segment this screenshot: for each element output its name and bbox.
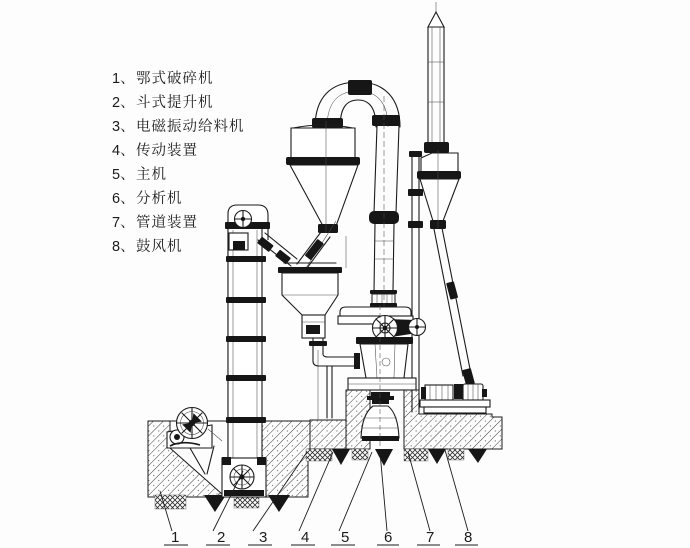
callout-number-3: 3 — [259, 529, 268, 546]
callout-number-6: 6 — [384, 529, 393, 546]
elevator-boot — [222, 457, 266, 497]
legend-item-5: 5、主机 — [112, 167, 167, 183]
legend-item-7: 7、管道装置 — [112, 215, 198, 231]
cyclone-discharge-pipe — [434, 228, 475, 386]
legend-item-8: 8、鼓风机 — [112, 239, 183, 255]
callout-5 — [331, 452, 372, 546]
exhaust-stack — [424, 2, 449, 153]
callout-number-1: 1 — [171, 529, 180, 546]
legend-item-1: 1、鄂式破碎机 — [112, 71, 214, 87]
legend-item-6: 6、分析机 — [112, 191, 183, 207]
legend-item-2: 2、斗式提升机 — [112, 95, 214, 111]
callout-8 — [445, 450, 478, 546]
mill-riser-pipe — [369, 96, 399, 307]
elevator-head-wheel — [235, 211, 252, 228]
u-shaped-duct — [312, 80, 400, 128]
callout-number-5: 5 — [341, 529, 350, 546]
legend-item-4: 4、传动装置 — [112, 143, 198, 159]
legend — [112, 70, 245, 255]
feed-hopper — [278, 263, 342, 315]
callout-6 — [377, 452, 399, 546]
dust-collector-cyclone — [417, 150, 461, 229]
callout-number-7: 7 — [426, 529, 435, 546]
legend-item-3: 3、电磁振动给料机 — [112, 119, 245, 135]
callout-7 — [408, 452, 440, 546]
callout-number-8: 8 — [464, 529, 473, 546]
pipe-system — [408, 2, 475, 412]
callout-number-4: 4 — [301, 529, 310, 546]
crusher-flywheel — [177, 408, 208, 439]
cyclone-collector — [286, 121, 360, 233]
blower-motor — [463, 384, 487, 401]
return-air-pipe — [408, 151, 423, 412]
blower — [420, 384, 490, 413]
callout-number-2: 2 — [217, 529, 226, 546]
